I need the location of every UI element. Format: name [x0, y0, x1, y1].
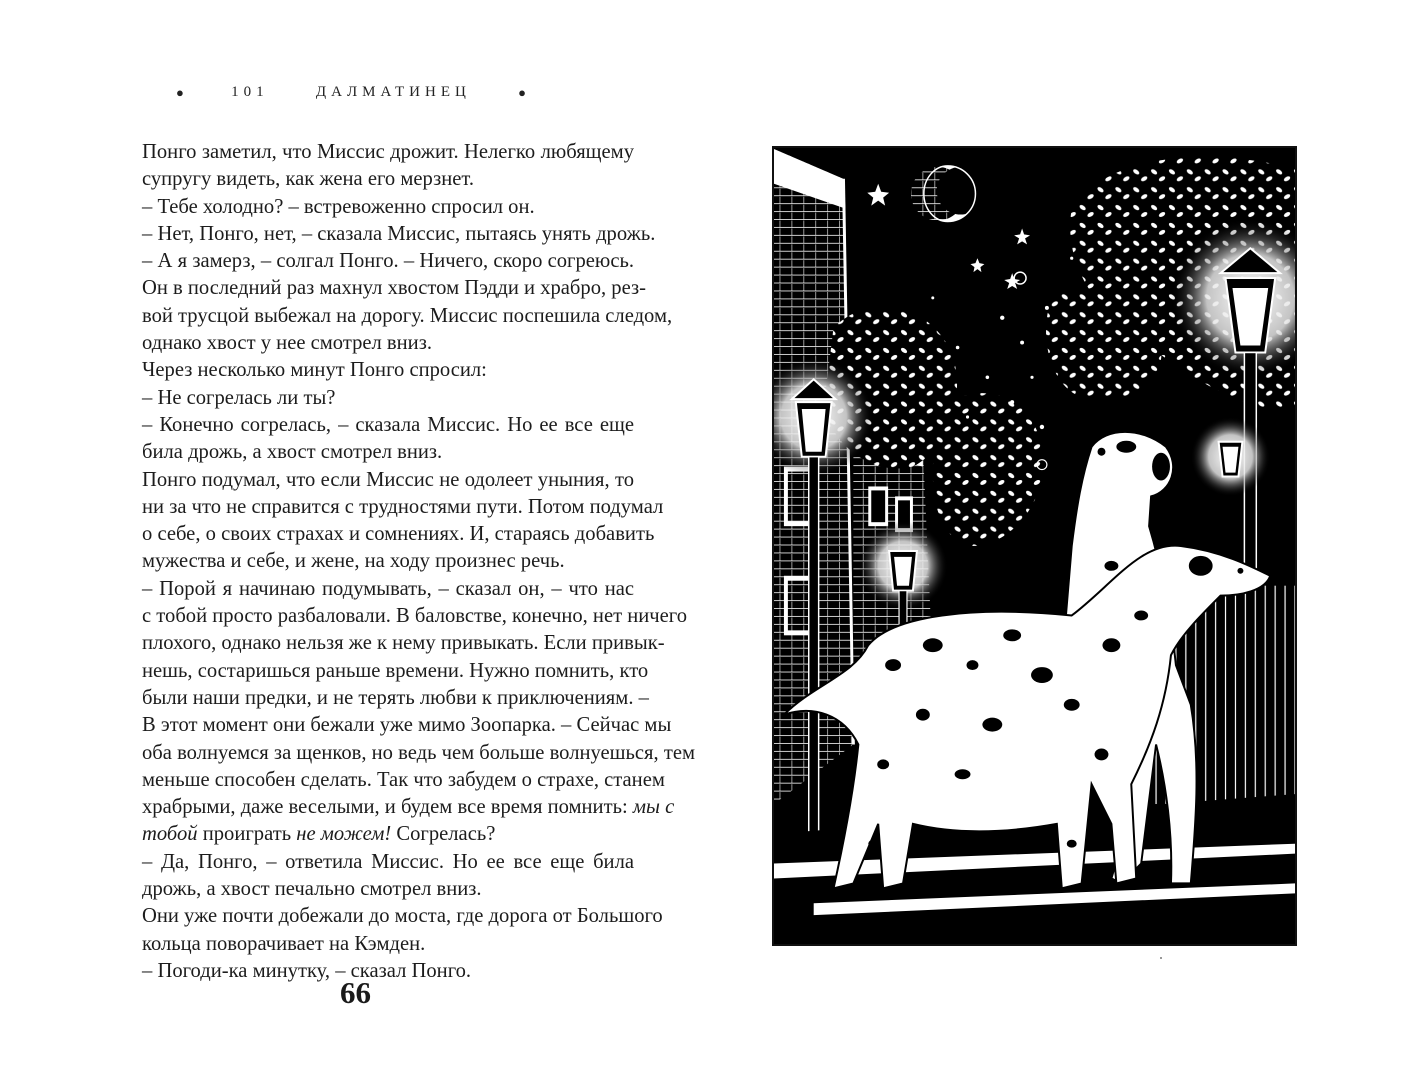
text-line: меньше способен сделать. Так что забудем о страхе, станем: [142, 768, 665, 791]
dalmatians-illustration: [772, 146, 1297, 946]
text-line: Через несколько минут Понго спросил:: [142, 359, 487, 382]
text-line: супругу видеть, как жена его мерзнет.: [142, 168, 474, 191]
text-line: – Нет, Понго, нет, – сказала Миссис, пытаясь унять дрожь.: [142, 222, 656, 245]
paragraph: [110, 275, 673, 357]
text-line: оба волнуемся за щенков, но ведь чем больше волнуешься, тем: [142, 741, 696, 764]
paragraph: [110, 576, 696, 849]
text-line: ни за что не справится с трудностями пути. Потом подумал: [142, 495, 664, 518]
bullet-ornament-icon: ●: [518, 84, 526, 100]
running-head: [176, 84, 526, 101]
text-line: В этот момент они бежали уже мимо Зоопарка. – Сейчас мы: [142, 714, 672, 737]
text-line: о себе, о своих страхах и сомнениях. И, стараясь добавить: [142, 523, 655, 546]
text-line: Понго заметил, что Миссис дрожит. Нелегко любящему: [142, 141, 634, 163]
running-head-number: 101: [231, 84, 269, 100]
paragraph: [110, 194, 634, 221]
text-line: – Погоди-ка минутку, – сказал Понго.: [142, 959, 472, 982]
text-line: – Да, Понго, – ответила Миссис. Но ее все еще била: [142, 850, 634, 873]
text-line: были наши предки, и не терять любви к приключениям. –: [142, 686, 649, 709]
print-speck: [1160, 957, 1162, 959]
italic-text: мы с: [632, 796, 675, 819]
text-line: – А я замерз, – солгал Понго. – Ничего, скоро согреюсь.: [142, 250, 634, 273]
text-line: Понго подумал, что если Миссис не одолеет уныния, то: [142, 468, 634, 491]
running-head-title: ДАЛМАТИНЕЦ: [315, 84, 471, 100]
text-line: кольца поворачивает на Кэмден.: [142, 932, 426, 955]
text-line: нешь, состаришься раньше времени. Нужно помнить, кто: [142, 659, 649, 682]
text-line: мужества и себе, и жене, на ходу произнес речь.: [142, 550, 565, 573]
text-run: храбрыми, даже веселыми, и будем все время помнить:: [142, 796, 633, 819]
text-run: проиграть: [197, 823, 297, 846]
text-line: дрожь, а хвост печально смотрел вниз.: [142, 878, 482, 901]
text-line: [110, 821, 634, 848]
text-line: – Порой я начинаю подумывать, – сказал он, – что нас: [142, 577, 634, 600]
paragraph: [110, 467, 664, 576]
text-line: плохого, однако нельзя же к нему привыкать. Если привык-: [142, 632, 665, 655]
text-line: Они уже почти добежали до моста, где дорога от Большого: [142, 905, 663, 928]
text-run: Согрелась?: [391, 823, 496, 846]
paragraph: [110, 385, 634, 412]
paragraph: [110, 903, 663, 958]
page-number: 66: [340, 975, 371, 1010]
paragraph: [110, 221, 656, 248]
text-line: – Тебе холодно? – встревоженно спросил он.: [142, 195, 535, 218]
text-line: с тобой просто разбаловали. В баловстве, конечно, нет ничего: [142, 605, 688, 628]
italic-text: тобой: [142, 823, 198, 846]
text-line: Он в последний раз махнул хвостом Пэдди и храбро, рез-: [142, 277, 646, 300]
text-line: вой трусцой выбежал на дорогу. Миссис поспешила следом,: [142, 304, 673, 327]
paragraph: [110, 849, 634, 904]
paragraph: [110, 357, 634, 384]
text-line: [110, 794, 675, 821]
text-line: – Не согрелась ли ты?: [142, 386, 336, 409]
paragraph: [110, 139, 634, 194]
paragraph: [110, 958, 634, 985]
illustration-drawing: [774, 148, 1295, 944]
italic-text: не можем!: [296, 823, 392, 846]
text-line: била дрожь, а хвост смотрел вниз.: [142, 441, 443, 464]
bullet-ornament-icon: ●: [176, 84, 184, 100]
paragraph: [110, 412, 634, 467]
paragraph: [110, 248, 634, 275]
body-text: [110, 139, 696, 985]
text-line: – Конечно согрелась, – сказала Миссис. Но ее все еще: [142, 413, 634, 436]
text-line: однако хвост у нее смотрел вниз.: [142, 332, 432, 355]
